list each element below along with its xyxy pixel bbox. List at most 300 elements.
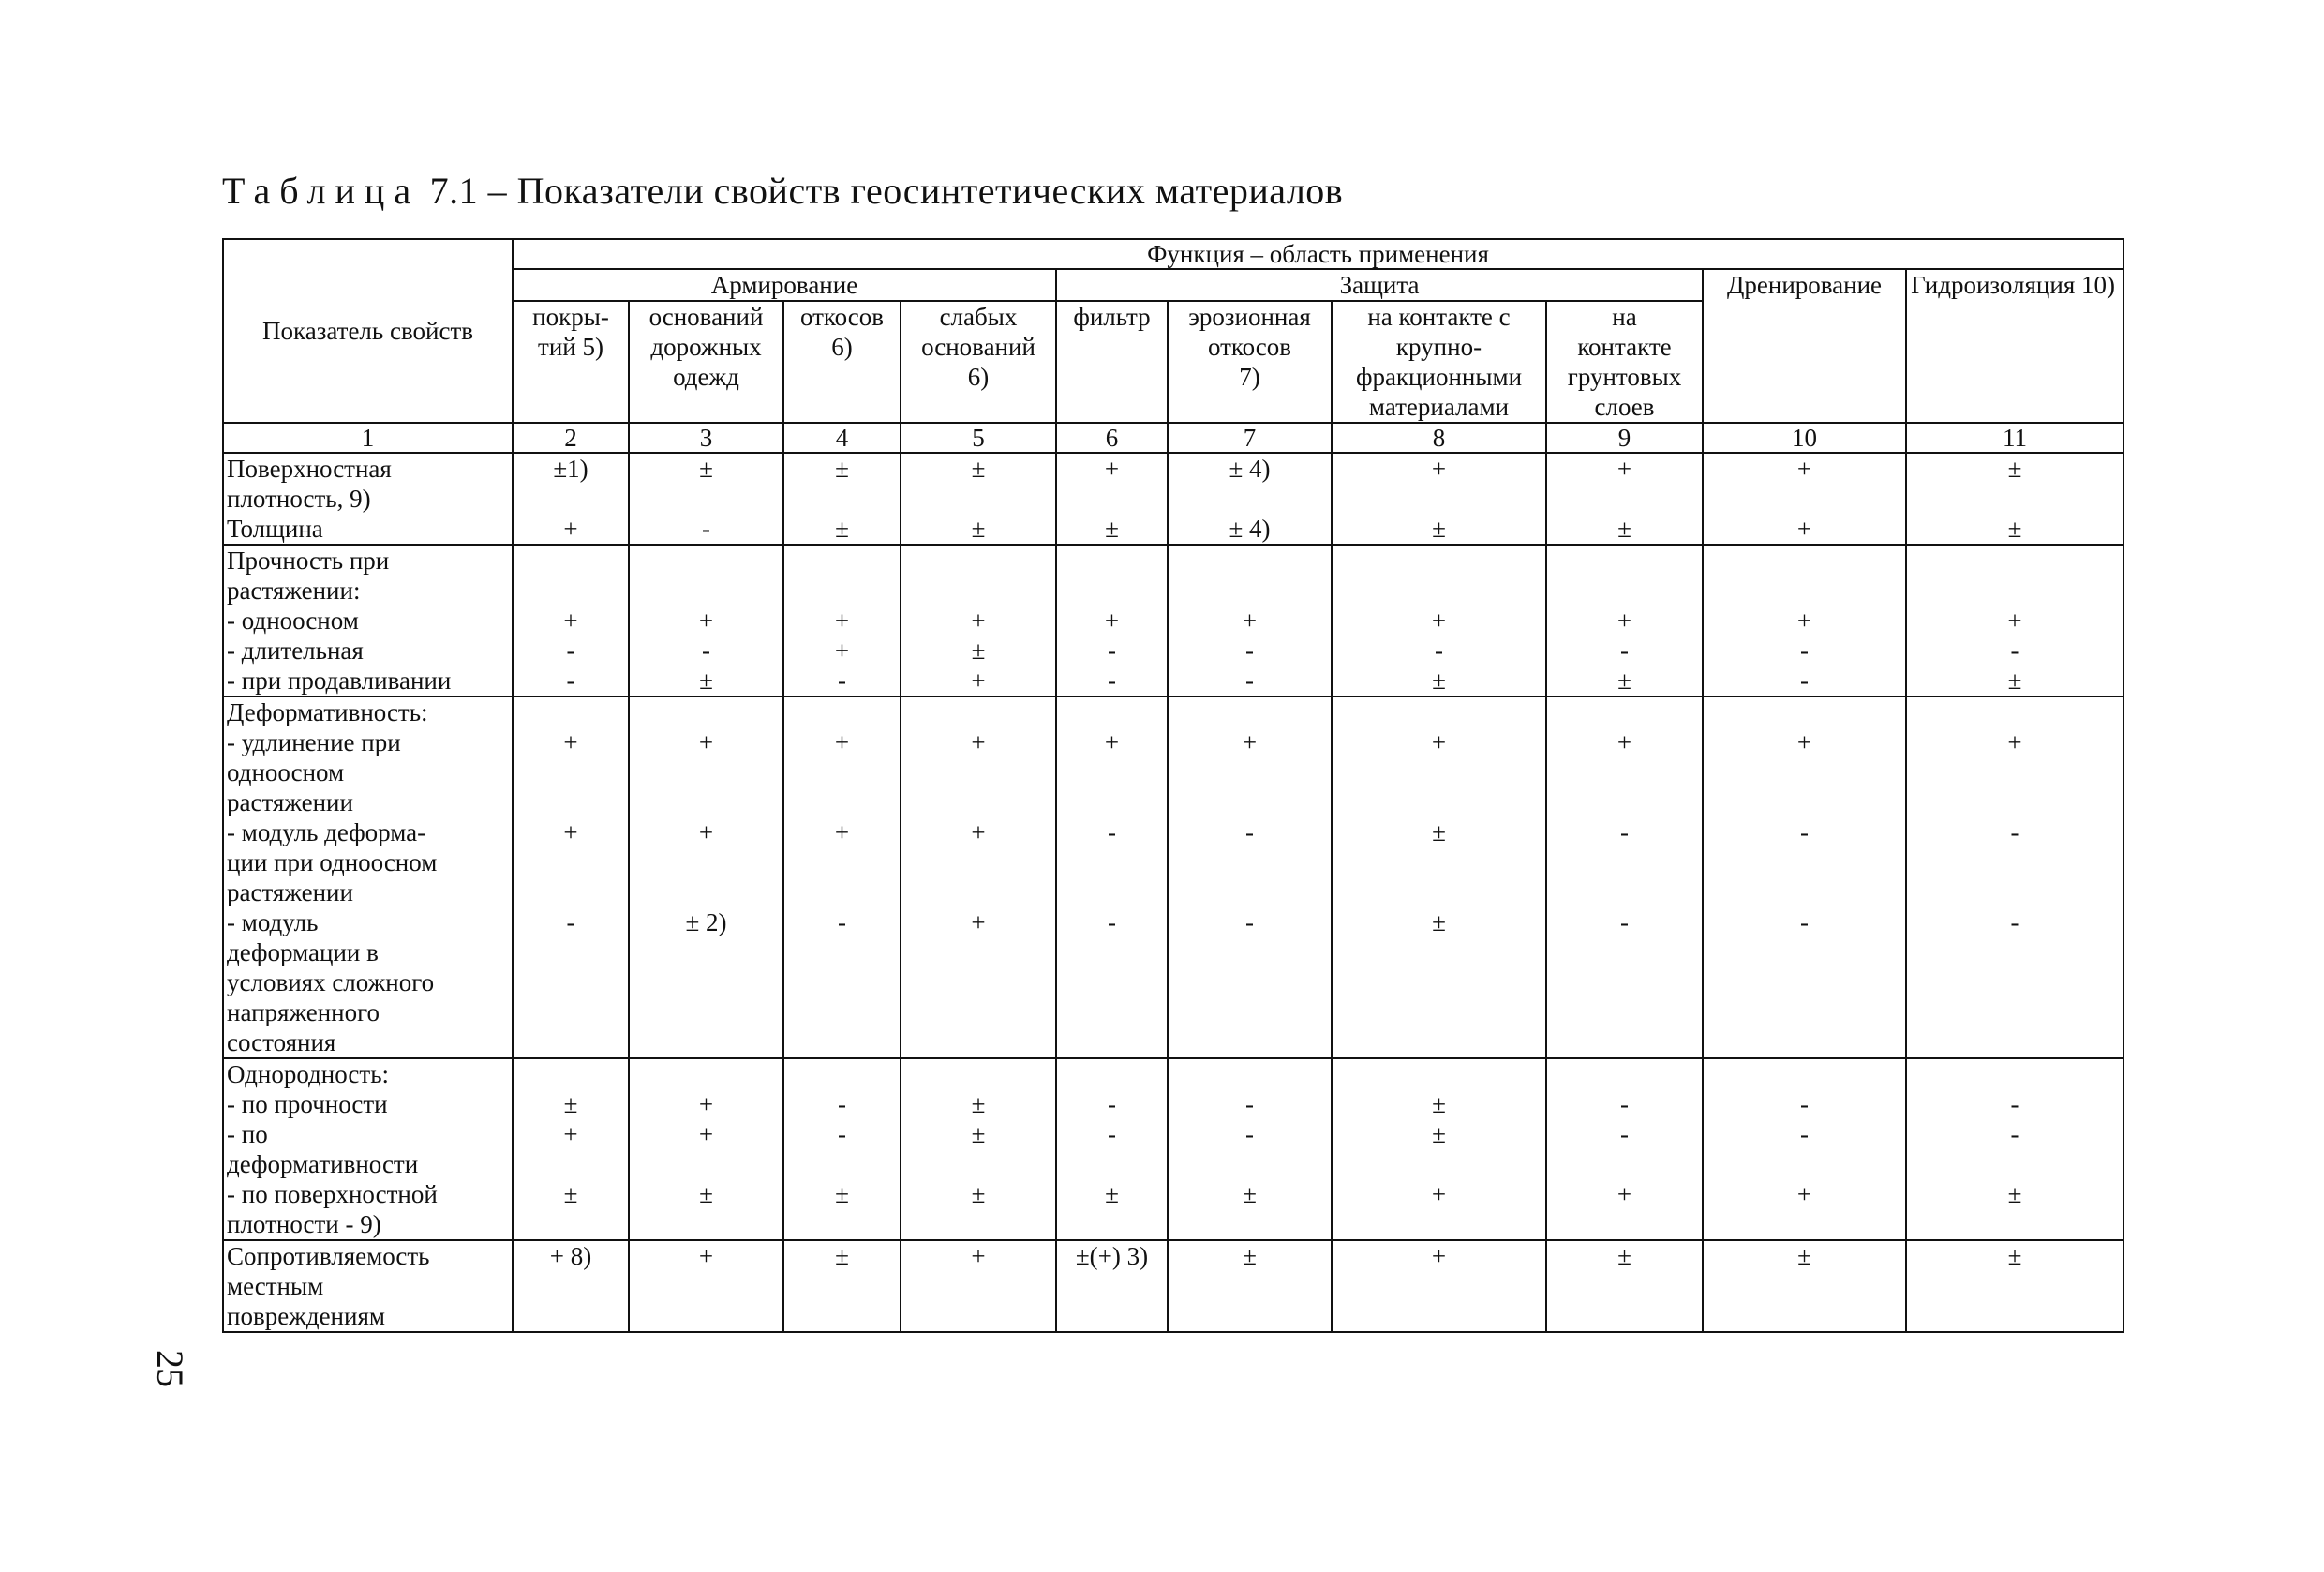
value-mark: - bbox=[2010, 636, 2019, 665]
header-sub-line: слабых bbox=[939, 303, 1018, 331]
value-mark bbox=[1910, 757, 2120, 787]
value-mark bbox=[1550, 1059, 1699, 1089]
value-mark bbox=[1171, 484, 1328, 514]
caption-title: 7.1 – Показатели свойств геосинтетических материалов bbox=[429, 170, 1344, 212]
column-number-11: 11 bbox=[1906, 423, 2123, 453]
header-row-numbers bbox=[223, 423, 2123, 453]
value-cell bbox=[1168, 545, 1332, 696]
value-mark: + bbox=[1431, 455, 1447, 483]
value-mark bbox=[1060, 1059, 1164, 1089]
value-mark: ± bbox=[2007, 1242, 2022, 1270]
caption-label: Таблица bbox=[222, 170, 421, 212]
value-mark bbox=[516, 1059, 625, 1089]
value-mark: - bbox=[1245, 666, 1254, 695]
value-mark: - bbox=[1245, 908, 1254, 936]
value-cell bbox=[1056, 1058, 1168, 1240]
value-mark: - bbox=[702, 515, 710, 543]
value-mark bbox=[1335, 697, 1542, 727]
value-mark: + bbox=[698, 1120, 714, 1148]
value-mark bbox=[633, 576, 780, 606]
header-sub-2 bbox=[513, 301, 629, 423]
value-mark bbox=[787, 697, 897, 727]
value-mark: + bbox=[971, 818, 986, 846]
value-mark: ± bbox=[835, 455, 849, 483]
header-property-label: Показатель свойств bbox=[262, 317, 473, 345]
value-mark: + bbox=[1616, 606, 1632, 635]
column-number-4: 4 bbox=[783, 423, 901, 453]
property-line: Поверхностная bbox=[227, 455, 392, 483]
value-mark: + bbox=[971, 666, 986, 695]
value-mark: + bbox=[1616, 1180, 1632, 1208]
value-mark bbox=[1706, 484, 1902, 514]
value-mark: + bbox=[1796, 515, 1812, 543]
column-number-8: 8 bbox=[1332, 423, 1546, 453]
header-sub-line: слоев bbox=[1594, 393, 1655, 421]
value-mark: - bbox=[1620, 1120, 1629, 1148]
page-number: 25 bbox=[149, 1350, 191, 1387]
header-sub-line: дорожных bbox=[650, 333, 762, 361]
value-mark: + bbox=[1431, 1242, 1447, 1270]
header-row-function bbox=[223, 239, 2123, 269]
value-mark: + bbox=[698, 728, 714, 756]
value-cell bbox=[1906, 545, 2123, 696]
table-row bbox=[223, 453, 2123, 545]
value-mark bbox=[1060, 697, 1164, 727]
property-line: местным bbox=[227, 1272, 324, 1300]
value-mark bbox=[1060, 877, 1164, 907]
property-name bbox=[223, 1240, 513, 1332]
value-mark: - bbox=[1620, 636, 1629, 665]
property-line: ции при одноосном bbox=[227, 848, 438, 876]
value-mark bbox=[1706, 1149, 1902, 1179]
value-cell bbox=[1703, 545, 1906, 696]
header-sub-9 bbox=[1546, 301, 1703, 423]
value-mark: - bbox=[838, 908, 846, 936]
value-mark bbox=[1910, 877, 2120, 907]
value-cell bbox=[513, 696, 629, 1058]
header-sub-line: контакте bbox=[1577, 333, 1672, 361]
value-mark: ± bbox=[1105, 515, 1119, 543]
value-mark bbox=[1550, 1149, 1699, 1179]
value-mark: + bbox=[1104, 606, 1120, 635]
value-mark: + bbox=[698, 818, 714, 846]
value-mark bbox=[1171, 757, 1328, 787]
value-mark: ± 4) bbox=[1229, 515, 1271, 543]
value-mark: + bbox=[834, 818, 850, 846]
value-mark: + bbox=[1796, 1180, 1812, 1208]
header-sub-line: материалами bbox=[1368, 393, 1510, 421]
header-sub-4 bbox=[783, 301, 901, 423]
value-cell bbox=[901, 1058, 1056, 1240]
value-mark: + bbox=[698, 1242, 714, 1270]
header-sub-line: одежд bbox=[673, 363, 739, 391]
value-mark: ± bbox=[2007, 515, 2022, 543]
value-cell bbox=[901, 1240, 1056, 1332]
value-mark bbox=[516, 847, 625, 877]
value-mark bbox=[1910, 787, 2120, 817]
header-sub-line: 6) bbox=[831, 333, 853, 361]
value-cell bbox=[901, 696, 1056, 1058]
value-mark bbox=[633, 847, 780, 877]
value-mark bbox=[516, 787, 625, 817]
table-row bbox=[223, 1240, 2123, 1332]
value-cell bbox=[783, 1240, 901, 1332]
header-sub-line: крупно- bbox=[1395, 333, 1482, 361]
value-mark bbox=[1550, 697, 1699, 727]
value-mark bbox=[1171, 787, 1328, 817]
property-line: - одноосном bbox=[227, 606, 359, 635]
value-mark: ± bbox=[2007, 666, 2022, 695]
value-mark: + bbox=[971, 606, 986, 635]
value-cell bbox=[513, 545, 629, 696]
value-cell bbox=[1906, 1240, 2123, 1332]
value-cell bbox=[1703, 1240, 1906, 1332]
table-row bbox=[223, 545, 2123, 696]
header-sub-line: откосов bbox=[1207, 333, 1292, 361]
value-mark: ± bbox=[699, 1180, 713, 1208]
value-mark bbox=[516, 1149, 625, 1179]
property-line: Прочность при bbox=[227, 546, 390, 575]
header-sub-line: 7) bbox=[1239, 363, 1260, 391]
header-sub-line: на контакте с bbox=[1367, 303, 1511, 331]
value-mark bbox=[787, 484, 897, 514]
header-sub-line: на bbox=[1612, 303, 1637, 331]
value-mark bbox=[1171, 546, 1328, 576]
property-line: повреждениям bbox=[227, 1302, 385, 1330]
property-line: условиях сложного bbox=[227, 968, 435, 996]
value-mark bbox=[1335, 1149, 1542, 1179]
value-cell bbox=[1546, 545, 1703, 696]
header-sub-line: 6) bbox=[967, 363, 990, 391]
value-mark bbox=[1550, 546, 1699, 576]
value-mark: - bbox=[1800, 666, 1809, 695]
value-mark: ± bbox=[1432, 908, 1446, 936]
value-mark bbox=[633, 787, 780, 817]
value-mark: ± bbox=[971, 1090, 986, 1118]
value-mark bbox=[1335, 1059, 1542, 1089]
value-mark bbox=[633, 1149, 780, 1179]
value-mark: ± bbox=[835, 515, 849, 543]
value-cell bbox=[1332, 696, 1546, 1058]
property-line: деформации в bbox=[227, 938, 379, 966]
value-mark: - bbox=[1800, 1090, 1809, 1118]
value-cell bbox=[1906, 453, 2123, 545]
property-line: - модуль bbox=[227, 908, 319, 936]
value-mark bbox=[1706, 847, 1902, 877]
property-line: напряженного bbox=[227, 998, 380, 1026]
value-mark: + bbox=[1242, 728, 1258, 756]
value-mark: - bbox=[1435, 636, 1443, 665]
value-mark: - bbox=[1108, 1090, 1116, 1118]
value-mark bbox=[1706, 757, 1902, 787]
value-mark bbox=[1910, 576, 2120, 606]
value-cell bbox=[783, 545, 901, 696]
value-mark: + bbox=[2007, 606, 2022, 635]
value-mark bbox=[1706, 546, 1902, 576]
value-mark: ± bbox=[699, 455, 713, 483]
property-line: - длительная bbox=[227, 636, 364, 665]
value-mark: - bbox=[1245, 1090, 1254, 1118]
value-mark bbox=[1550, 877, 1699, 907]
column-number-3: 3 bbox=[629, 423, 783, 453]
property-name bbox=[223, 453, 513, 545]
value-cell bbox=[629, 1058, 783, 1240]
value-mark: - bbox=[2010, 1120, 2019, 1148]
value-mark bbox=[1060, 1149, 1164, 1179]
value-mark bbox=[904, 484, 1052, 514]
property-line: - по поверхностной bbox=[227, 1180, 438, 1208]
header-group-waterproofing: Гидроизоляция 10) bbox=[1906, 269, 2123, 423]
value-mark bbox=[516, 757, 625, 787]
property-line: растяжении bbox=[227, 788, 353, 816]
value-cell bbox=[629, 1240, 783, 1332]
value-mark: + bbox=[834, 636, 850, 665]
value-mark bbox=[1335, 484, 1542, 514]
value-mark bbox=[904, 787, 1052, 817]
value-mark bbox=[904, 697, 1052, 727]
value-mark: + bbox=[2007, 728, 2022, 756]
header-sub-5 bbox=[901, 301, 1056, 423]
value-cell bbox=[1703, 696, 1906, 1058]
value-mark: + bbox=[1616, 728, 1632, 756]
value-cell bbox=[901, 453, 1056, 545]
property-line: - удлинение при bbox=[227, 728, 401, 756]
value-mark: - bbox=[2010, 818, 2019, 846]
value-mark bbox=[1706, 576, 1902, 606]
value-mark bbox=[516, 576, 625, 606]
value-cell bbox=[1546, 1058, 1703, 1240]
property-line: одноосном bbox=[227, 758, 345, 786]
value-mark: + bbox=[563, 515, 578, 543]
column-number-1: 1 bbox=[223, 423, 513, 453]
value-cell bbox=[513, 453, 629, 545]
value-mark: ± bbox=[1617, 515, 1631, 543]
column-number-2: 2 bbox=[513, 423, 629, 453]
header-group-reinforcement: Армирование bbox=[513, 269, 1056, 301]
header-group-protection: Защита bbox=[1056, 269, 1703, 301]
value-mark: ± bbox=[971, 455, 986, 483]
value-mark bbox=[516, 546, 625, 576]
value-mark: - bbox=[702, 636, 710, 665]
value-cell bbox=[1056, 453, 1168, 545]
value-mark bbox=[1335, 576, 1542, 606]
value-cell bbox=[1168, 1240, 1332, 1332]
property-line: растяжении: bbox=[227, 576, 361, 605]
value-mark: - bbox=[566, 636, 575, 665]
value-mark bbox=[787, 546, 897, 576]
value-mark: ± bbox=[563, 1090, 578, 1118]
value-mark: - bbox=[1245, 818, 1254, 846]
properties-table bbox=[222, 238, 2124, 1333]
property-name bbox=[223, 696, 513, 1058]
header-sub-line: грунтовых bbox=[1567, 363, 1682, 391]
header-sub-line: фракционными bbox=[1355, 363, 1523, 391]
value-cell bbox=[1703, 453, 1906, 545]
value-mark: ± bbox=[835, 1180, 849, 1208]
value-mark: + bbox=[563, 728, 578, 756]
value-mark: ± bbox=[1432, 1090, 1446, 1118]
value-mark: ±1) bbox=[553, 455, 588, 483]
value-mark bbox=[787, 757, 897, 787]
value-mark: ±(+) 3) bbox=[1075, 1242, 1149, 1270]
value-mark: ± bbox=[1617, 1242, 1631, 1270]
value-cell bbox=[1546, 1240, 1703, 1332]
value-mark bbox=[633, 1059, 780, 1089]
value-mark: + bbox=[563, 1120, 578, 1148]
value-mark: - bbox=[566, 908, 575, 936]
value-mark bbox=[787, 877, 897, 907]
value-mark: + bbox=[1431, 1180, 1447, 1208]
value-mark: ± bbox=[971, 1120, 986, 1148]
property-line: - при продавливании bbox=[227, 666, 452, 695]
property-line: Однородность: bbox=[227, 1060, 390, 1088]
header-sub-7 bbox=[1168, 301, 1332, 423]
value-mark bbox=[1910, 847, 2120, 877]
value-mark: - bbox=[1108, 666, 1116, 695]
header-sub-line: покры- bbox=[532, 303, 609, 331]
value-mark: ± bbox=[563, 1180, 578, 1208]
value-cell bbox=[783, 453, 901, 545]
value-mark bbox=[1550, 484, 1699, 514]
value-mark bbox=[787, 1149, 897, 1179]
value-mark: - bbox=[566, 666, 575, 695]
value-mark bbox=[1910, 484, 2120, 514]
value-cell bbox=[1332, 545, 1546, 696]
value-mark: ± bbox=[971, 636, 986, 665]
value-mark: + bbox=[1242, 606, 1258, 635]
value-mark: - bbox=[2010, 908, 2019, 936]
value-mark: - bbox=[1108, 636, 1116, 665]
value-mark: + bbox=[1616, 455, 1632, 483]
value-mark: ± bbox=[1432, 666, 1446, 695]
value-mark bbox=[904, 877, 1052, 907]
value-mark bbox=[787, 1059, 897, 1089]
value-mark: - bbox=[2010, 1090, 2019, 1118]
value-mark: - bbox=[1800, 636, 1809, 665]
header-property bbox=[223, 239, 513, 423]
header-sub-line: откосов bbox=[799, 303, 885, 331]
value-mark bbox=[1335, 877, 1542, 907]
value-mark: + 8) bbox=[549, 1242, 592, 1270]
value-cell bbox=[513, 1240, 629, 1332]
value-mark: ± bbox=[971, 515, 986, 543]
value-cell bbox=[1168, 1058, 1332, 1240]
table-caption bbox=[222, 169, 1343, 213]
value-mark: ± bbox=[1797, 1242, 1811, 1270]
value-mark bbox=[1335, 847, 1542, 877]
value-mark bbox=[1060, 757, 1164, 787]
value-mark bbox=[1060, 847, 1164, 877]
value-mark bbox=[1910, 1149, 2120, 1179]
property-line: - по прочности bbox=[227, 1090, 388, 1118]
value-mark: - bbox=[1800, 908, 1809, 936]
value-mark bbox=[787, 576, 897, 606]
value-mark bbox=[1706, 787, 1902, 817]
value-mark: + bbox=[1431, 606, 1447, 635]
value-mark bbox=[1171, 877, 1328, 907]
property-name bbox=[223, 1058, 513, 1240]
value-mark: ± bbox=[1243, 1242, 1257, 1270]
value-mark: ± bbox=[699, 666, 713, 695]
value-cell bbox=[1056, 545, 1168, 696]
value-mark bbox=[1910, 1059, 2120, 1089]
property-line: Деформативность: bbox=[227, 698, 428, 726]
value-mark bbox=[1706, 877, 1902, 907]
property-line: плотность, 9) bbox=[227, 485, 371, 513]
value-mark: + bbox=[834, 728, 850, 756]
value-mark bbox=[904, 847, 1052, 877]
value-cell bbox=[1703, 1058, 1906, 1240]
value-mark: + bbox=[1796, 606, 1812, 635]
value-mark bbox=[1335, 787, 1542, 817]
value-cell bbox=[1056, 1240, 1168, 1332]
value-cell bbox=[1332, 1240, 1546, 1332]
value-mark: + bbox=[563, 818, 578, 846]
value-mark: + bbox=[971, 1242, 986, 1270]
property-line: плотности - 9) bbox=[227, 1210, 381, 1238]
value-mark bbox=[904, 576, 1052, 606]
value-mark: - bbox=[838, 666, 846, 695]
value-mark: + bbox=[1796, 455, 1812, 483]
value-mark bbox=[633, 757, 780, 787]
value-cell bbox=[629, 453, 783, 545]
value-mark bbox=[633, 546, 780, 576]
value-mark: + bbox=[1104, 728, 1120, 756]
value-mark bbox=[1910, 697, 2120, 727]
value-cell bbox=[1906, 696, 2123, 1058]
value-cell bbox=[1546, 696, 1703, 1058]
value-mark: - bbox=[1800, 1120, 1809, 1148]
value-cell bbox=[1168, 453, 1332, 545]
value-mark: ± bbox=[1432, 1120, 1446, 1148]
value-mark bbox=[1060, 787, 1164, 817]
value-mark bbox=[904, 546, 1052, 576]
value-mark bbox=[787, 847, 897, 877]
value-cell bbox=[783, 1058, 901, 1240]
table-row bbox=[223, 1058, 2123, 1240]
header-sub-6 bbox=[1056, 301, 1168, 423]
value-mark bbox=[787, 787, 897, 817]
value-cell bbox=[1906, 1058, 2123, 1240]
value-cell bbox=[629, 696, 783, 1058]
value-mark bbox=[1060, 484, 1164, 514]
value-mark bbox=[633, 877, 780, 907]
property-line: - по bbox=[227, 1120, 268, 1148]
value-mark bbox=[1335, 757, 1542, 787]
header-sub-line: оснований bbox=[921, 333, 1035, 361]
value-mark bbox=[1550, 847, 1699, 877]
value-cell bbox=[783, 696, 901, 1058]
value-mark: - bbox=[1108, 908, 1116, 936]
value-mark: + bbox=[698, 606, 714, 635]
value-mark: + bbox=[971, 908, 986, 936]
value-mark: + bbox=[971, 728, 986, 756]
value-mark bbox=[1550, 576, 1699, 606]
table-row bbox=[223, 696, 2123, 1058]
header-group-drainage: Дренирование bbox=[1703, 269, 1906, 423]
value-mark: ± bbox=[2007, 455, 2022, 483]
value-mark bbox=[633, 484, 780, 514]
value-mark bbox=[1550, 787, 1699, 817]
property-line: деформативности bbox=[227, 1150, 419, 1178]
value-mark bbox=[516, 484, 625, 514]
value-mark bbox=[1171, 1149, 1328, 1179]
property-line: состояния bbox=[227, 1028, 336, 1056]
value-mark: + bbox=[834, 606, 850, 635]
value-mark: ± bbox=[1432, 818, 1446, 846]
property-line: Толщина bbox=[227, 515, 323, 543]
value-cell bbox=[629, 545, 783, 696]
